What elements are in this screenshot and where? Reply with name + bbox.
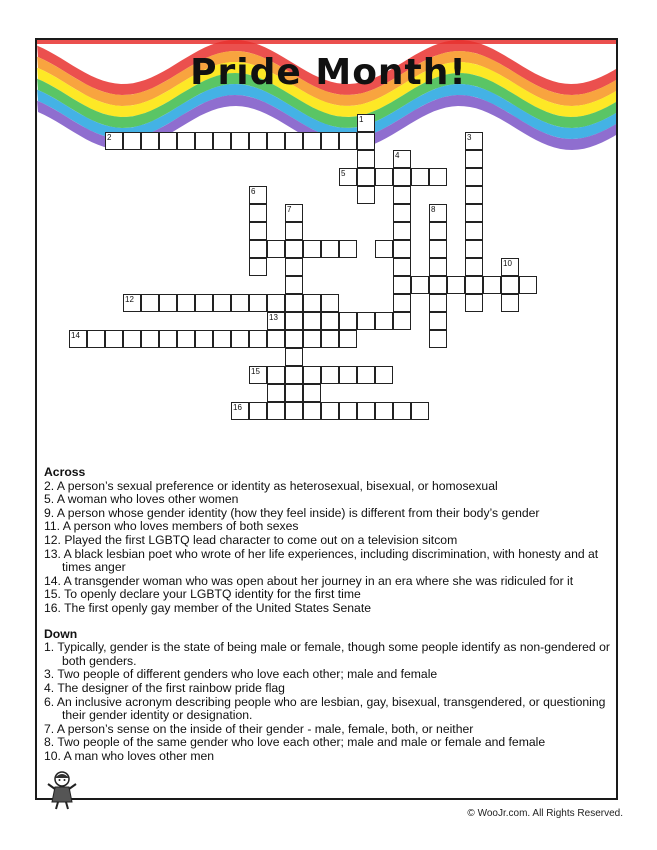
crossword-cell[interactable]: [339, 240, 357, 258]
crossword-cell[interactable]: [357, 132, 375, 150]
crossword-cell[interactable]: [285, 294, 303, 312]
crossword-cell[interactable]: [213, 294, 231, 312]
crossword-cell[interactable]: [519, 276, 537, 294]
crossword-cell[interactable]: [303, 132, 321, 150]
crossword-cell[interactable]: [285, 240, 303, 258]
crossword-cell[interactable]: [303, 330, 321, 348]
crossword-cell[interactable]: [195, 132, 213, 150]
crossword-cell[interactable]: [69, 330, 87, 348]
crossword-cell[interactable]: [357, 312, 375, 330]
crossword-cell[interactable]: [321, 366, 339, 384]
crossword-cell[interactable]: [429, 330, 447, 348]
crossword-cell[interactable]: [267, 294, 285, 312]
crossword-cell[interactable]: [357, 366, 375, 384]
crossword-cell[interactable]: [393, 258, 411, 276]
crossword-cell[interactable]: [195, 294, 213, 312]
crossword-cell[interactable]: [159, 330, 177, 348]
crossword-cell[interactable]: [249, 294, 267, 312]
crossword-cell[interactable]: [357, 402, 375, 420]
crossword-cell[interactable]: [393, 150, 411, 168]
crossword-cell[interactable]: [303, 294, 321, 312]
crossword-cell[interactable]: [393, 240, 411, 258]
crossword-cell[interactable]: [321, 132, 339, 150]
crossword-cell[interactable]: [339, 132, 357, 150]
across-clues: [44, 480, 624, 616]
crossword-cell[interactable]: [249, 330, 267, 348]
crossword-cell[interactable]: [321, 312, 339, 330]
mascot-icon: [44, 770, 80, 810]
crossword-cell[interactable]: [141, 294, 159, 312]
page-title: Pride Month!: [190, 52, 467, 93]
crossword-cell[interactable]: [339, 312, 357, 330]
down-heading: Down: [44, 626, 78, 641]
crossword-cell[interactable]: [267, 402, 285, 420]
crossword-cell[interactable]: [429, 294, 447, 312]
crossword-cell[interactable]: [339, 366, 357, 384]
down-clues: [44, 641, 624, 763]
crossword-cell[interactable]: [375, 312, 393, 330]
crossword-cell[interactable]: [411, 168, 429, 186]
crossword-cell[interactable]: [231, 330, 249, 348]
crossword-cell[interactable]: [105, 132, 123, 150]
crossword-cell[interactable]: [465, 294, 483, 312]
crossword-cell[interactable]: [249, 132, 267, 150]
down-clue: 6. An inclusive acronym describing people who are lesbian, gay, bisexual, transgendered, or questioning their gender identity or designation.: [44, 694, 606, 723]
crossword-cell[interactable]: [177, 294, 195, 312]
crossword-cell[interactable]: [465, 204, 483, 222]
crossword-cell[interactable]: [483, 276, 501, 294]
crossword-cell[interactable]: [429, 276, 447, 294]
crossword-cell[interactable]: [465, 186, 483, 204]
crossword-cell[interactable]: [303, 402, 321, 420]
crossword-cell[interactable]: [339, 402, 357, 420]
clue-number: 3: [467, 133, 472, 142]
crossword-cell[interactable]: [393, 168, 411, 186]
crossword-cell[interactable]: [465, 150, 483, 168]
crossword-cell[interactable]: [357, 150, 375, 168]
crossword-cell[interactable]: [267, 366, 285, 384]
clue-number: 5: [341, 169, 346, 178]
clues-section: [44, 466, 624, 763]
crossword-cell[interactable]: [501, 258, 519, 276]
down-clue: 7. A person’s sense on the inside of their gender - male, female, both, or neither: [44, 721, 474, 736]
crossword-cell[interactable]: [285, 258, 303, 276]
crossword-cell[interactable]: [429, 204, 447, 222]
across-heading: Across: [44, 465, 86, 479]
crossword-cell[interactable]: [393, 276, 411, 294]
clue-number: 16: [233, 403, 242, 412]
crossword-cell[interactable]: [123, 294, 141, 312]
crossword-cell[interactable]: [159, 294, 177, 312]
crossword-cell[interactable]: [429, 312, 447, 330]
crossword-cell[interactable]: [465, 240, 483, 258]
crossword-cell[interactable]: [375, 168, 393, 186]
clue-number: 12: [125, 295, 134, 304]
crossword-cell[interactable]: [105, 330, 123, 348]
crossword-cell[interactable]: [393, 204, 411, 222]
crossword-cell[interactable]: [501, 294, 519, 312]
crossword-cell[interactable]: [267, 132, 285, 150]
crossword-cell[interactable]: [339, 330, 357, 348]
crossword-cell[interactable]: [285, 132, 303, 150]
crossword-cell[interactable]: [303, 240, 321, 258]
crossword-cell[interactable]: [249, 402, 267, 420]
crossword-cell[interactable]: [285, 402, 303, 420]
down-clue: 8. Two people of the same gender who love each other; male and male or female and female: [44, 735, 546, 750]
crossword-cell[interactable]: [447, 276, 465, 294]
crossword-cell[interactable]: [231, 402, 249, 420]
crossword-cell[interactable]: [285, 330, 303, 348]
crossword-cell[interactable]: [285, 222, 303, 240]
crossword-cell[interactable]: [285, 366, 303, 384]
across-clue: 16. The first openly gay member of the United States Senate: [44, 600, 371, 615]
crossword-cell[interactable]: [465, 276, 483, 294]
crossword-cell[interactable]: [393, 402, 411, 420]
crossword-cell[interactable]: [249, 240, 267, 258]
crossword-cell[interactable]: [303, 366, 321, 384]
crossword-cell[interactable]: [267, 330, 285, 348]
crossword-cell[interactable]: [285, 348, 303, 366]
crossword-cell[interactable]: [123, 330, 141, 348]
crossword-cell[interactable]: [321, 240, 339, 258]
crossword-cell[interactable]: [357, 186, 375, 204]
clue-number: 8: [431, 205, 436, 214]
across-clue: 9. A person whose gender identity (how they feel inside) is different from their body’s gender: [44, 505, 540, 520]
crossword-cell[interactable]: [393, 222, 411, 240]
clue-number: 7: [287, 205, 292, 214]
crossword-cell[interactable]: [123, 132, 141, 150]
crossword-cell[interactable]: [87, 330, 105, 348]
crossword-cell[interactable]: [375, 402, 393, 420]
down-clue: 1. Typically, gender is the state of being male or female, though some people identify as non-gendered or both genders.: [44, 640, 610, 668]
down-clue: 4. The designer of the first rainbow pride flag: [44, 680, 285, 695]
crossword-cell[interactable]: [285, 276, 303, 294]
clue-number: 10: [503, 259, 512, 268]
crossword-cell[interactable]: [339, 168, 357, 186]
across-clue: 14. A transgender woman who was open about her journey in an era where she was ridiculed for it: [44, 573, 574, 588]
crossword-cell[interactable]: [249, 366, 267, 384]
crossword-cell[interactable]: [321, 294, 339, 312]
clue-number: 13: [269, 313, 278, 322]
across-clue: 15. To openly declare your LGBTQ identity for the first time: [44, 587, 361, 602]
crossword-cell[interactable]: [411, 402, 429, 420]
crossword-cell[interactable]: [303, 312, 321, 330]
crossword-cell[interactable]: [285, 312, 303, 330]
crossword-cell[interactable]: [285, 384, 303, 402]
across-clue: 12. Played the first LGBTQ lead character to come out on a television sitcom: [44, 532, 458, 547]
clue-number: 15: [251, 367, 260, 376]
copyright-notice: © WooJr.com. All Rights Reserved.: [467, 808, 623, 819]
crossword-cell[interactable]: [429, 168, 447, 186]
crossword-cell[interactable]: [303, 384, 321, 402]
crossword-cell[interactable]: [231, 132, 249, 150]
crossword-cell[interactable]: [357, 114, 375, 132]
crossword-cell[interactable]: [465, 168, 483, 186]
crossword-cell[interactable]: [429, 258, 447, 276]
across-clue: 2. A person’s sexual preference or identity as heterosexual, bisexual, or homosexual: [44, 478, 498, 493]
crossword-cell[interactable]: [267, 240, 285, 258]
crossword-cell[interactable]: [357, 168, 375, 186]
clue-number: 1: [359, 115, 364, 124]
crossword-cell[interactable]: [285, 204, 303, 222]
crossword-cell[interactable]: [465, 258, 483, 276]
crossword-cell[interactable]: [465, 132, 483, 150]
crossword-cell[interactable]: [321, 330, 339, 348]
crossword-cell[interactable]: [231, 294, 249, 312]
across-clue: 11. A person who loves members of both sexes: [44, 519, 299, 534]
crossword-cell[interactable]: [501, 276, 519, 294]
crossword-cell[interactable]: [267, 312, 285, 330]
crossword-cell[interactable]: [267, 384, 285, 402]
crossword-cell[interactable]: [375, 240, 393, 258]
crossword-cell[interactable]: [177, 132, 195, 150]
crossword-cell[interactable]: [393, 294, 411, 312]
crossword-cell[interactable]: [321, 402, 339, 420]
crossword-cell[interactable]: [249, 222, 267, 240]
crossword-cell[interactable]: [213, 132, 231, 150]
across-clue: 5. A woman who loves other women: [44, 492, 239, 507]
crossword-cell[interactable]: [429, 222, 447, 240]
clue-number: 2: [107, 133, 112, 142]
crossword-cell[interactable]: [429, 240, 447, 258]
crossword-cell[interactable]: [159, 132, 177, 150]
crossword-cell[interactable]: [177, 330, 195, 348]
crossword-cell[interactable]: [393, 186, 411, 204]
crossword-cell[interactable]: [375, 366, 393, 384]
crossword-cell[interactable]: [141, 330, 159, 348]
crossword-cell[interactable]: [411, 276, 429, 294]
clue-number: 4: [395, 151, 400, 160]
crossword-cell[interactable]: [393, 312, 411, 330]
crossword-cell[interactable]: [195, 330, 213, 348]
crossword-cell[interactable]: [141, 132, 159, 150]
crossword-cell[interactable]: [249, 258, 267, 276]
down-clue: 10. A man who loves other men: [44, 748, 215, 763]
crossword-cell[interactable]: [249, 204, 267, 222]
down-clue: 3. Two people of different genders who love each other; male and female: [44, 667, 438, 682]
crossword-cell[interactable]: [249, 186, 267, 204]
clue-number: 14: [71, 331, 80, 340]
clue-number: 6: [251, 187, 256, 196]
across-clue: 13. A black lesbian poet who wrote of her life experiences, including discrimination, with honesty and at times anger: [44, 546, 599, 575]
crossword-cell[interactable]: [213, 330, 231, 348]
crossword-cell[interactable]: [465, 222, 483, 240]
